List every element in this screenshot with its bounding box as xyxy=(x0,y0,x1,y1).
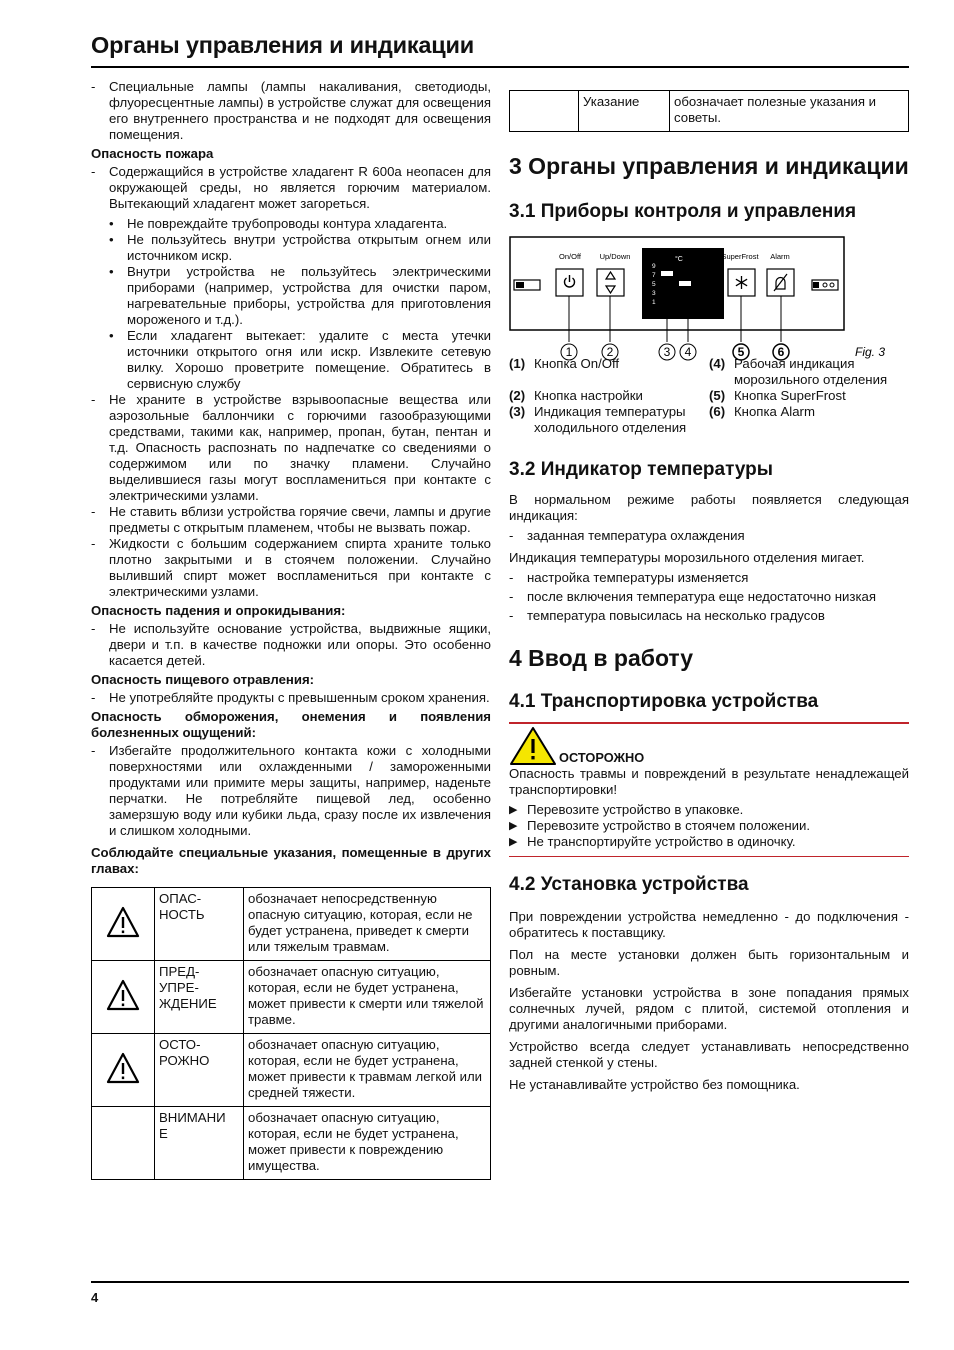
callout-number: 1 xyxy=(565,345,573,359)
warning-level-text: обозначает опасную ситуацию, которая, если не будет устранена, может привести к травмам легкой или средней тяжести. xyxy=(244,1034,491,1107)
figure-legend xyxy=(509,356,909,436)
figure-label: Fig. 3 xyxy=(854,345,885,359)
warning-level-text: обозначает непосредственную опасную ситуацию, которая, если не будет устранена, приведет к смерти или тяжелым травмам. xyxy=(244,888,491,961)
fire-bullet: • Не повреждайте трубопроводы контура хладагента. xyxy=(91,216,491,232)
table-row xyxy=(510,91,909,132)
food-note: - Не употребляйте продукты с превышенным сроком хранения. xyxy=(91,690,491,706)
section-3-2-title: 3.2 Индикатор температуры xyxy=(509,459,774,480)
install-paragraph: Пол на месте установки должен быть горизонтальным и ровным. xyxy=(509,947,909,978)
page-title: Органы управления и индикации xyxy=(91,32,475,58)
fall-note: - Не используйте основание устройства, выдвижные ящики, двери и т.п. в качестве подножки или опоры. Это особенно касается детей. xyxy=(91,621,491,669)
warning-level-label: ВНИМАНИ Е xyxy=(155,1107,244,1180)
callout-number: 2 xyxy=(606,345,614,359)
note-table xyxy=(509,90,909,132)
install-paragraph: Избегайте установки устройства в зоне попадания прямых солнечных лучей, рядом с плитой, системой отопления и другими аналогичными приборами. xyxy=(509,985,909,1032)
install-paragraph: Не устанавливайте устройство без помощника. xyxy=(509,1077,800,1092)
caution-item: ▶ Перевозите устройство в стоячем положении. xyxy=(509,818,909,834)
updown-label: Up/Down xyxy=(599,252,631,261)
fire-danger-heading: Опасность пожара xyxy=(91,146,214,161)
legend-item: (5) Кнопка SuperFrost xyxy=(709,388,846,403)
table-row xyxy=(92,1107,491,1180)
caution-top-rule xyxy=(509,722,909,724)
warning-level-label: ПРЕД- УПРЕ- ЖДЕНИЕ xyxy=(155,961,244,1034)
fire-bullet: • Внутри устройства не пользуйтесь электрическими приборами (например, устройства для очистки паром, нагревательные приборы, устройства для приготовления мороженого и т.д.). xyxy=(91,264,491,328)
onoff-label: On/Off xyxy=(559,252,581,261)
food-danger-heading: Опасность пищевого отравления: xyxy=(91,672,315,687)
caution-item: ▶ Не транспортируйте устройство в одиночку. xyxy=(509,834,909,850)
temp-dash: - температура повысилась на несколько градусов xyxy=(509,608,909,624)
scale-tick-label: 7 xyxy=(652,272,656,279)
callout-number: 6 xyxy=(777,345,785,359)
caution-item: ▶ Перевозите устройство в упаковке. xyxy=(509,802,909,818)
fridge-temp-segment xyxy=(661,271,673,276)
display-scale xyxy=(652,263,656,306)
section-4-1-title: 4.1 Транспортировка устройства xyxy=(509,691,819,712)
scale-tick-label: 3 xyxy=(652,290,656,297)
refrigerant-note: - Содержащийся в устройстве хладагент R 600a неопасен для окружающей среды, но является горючим материалом. Вытекающий хладагент может загореться. xyxy=(91,164,491,212)
caution-heading: ОСТОРОЖНО xyxy=(559,749,645,765)
temp-dash: - настройка температуры изменяется xyxy=(509,570,909,586)
empty-icon-cell xyxy=(92,1107,155,1180)
superfrost-label: SuperFrost xyxy=(721,252,759,261)
legend-item: (2) Кнопка настройки xyxy=(509,388,643,403)
caution-bottom-rule xyxy=(509,856,909,858)
header-rule xyxy=(91,66,909,68)
scale-tick-label: 9 xyxy=(652,263,656,270)
special-notes-heading: Соблюдайте специальные указания, помещенные в других главах: xyxy=(91,845,491,876)
empty-icon-cell xyxy=(510,91,579,132)
install-paragraph: Устройство всегда следует устанавливать непосредственно задней стенкой у стены. xyxy=(509,1039,909,1070)
fire-bullet: • Если хладагент вытекает: удалите с места утечки источники открытого огня или искр. Извлеките сетевую вилку. Хорошо проветрите помещение. Обратитесь в сервисную службу xyxy=(91,328,491,392)
fall-danger-heading: Опасность падения и опрокидывания: xyxy=(91,603,346,618)
warning-level-text: обозначает опасную ситуацию, которая, если не будет устранена, может привести к смерти или тяжелой травме. xyxy=(244,961,491,1034)
lamps-note: - Специальные лампы (лампы накаливания, светодиоды, флуоресцентные лампы) в устройстве служат для освещения его внутреннего пространства и не подходят для освещения помещения. xyxy=(91,79,491,143)
temp-blink-note: Индикация температуры морозильного отделения мигает. xyxy=(509,550,865,565)
warning-level-text: обозначает опасную ситуацию, которая, если не будет устранена, может привести к повреждению имущества. xyxy=(244,1107,491,1180)
page-number: 4 xyxy=(91,1290,99,1305)
note-label: Указание xyxy=(579,91,670,132)
caution-header xyxy=(509,726,909,766)
section-4-title: 4 Ввод в работу xyxy=(509,645,694,671)
table-row xyxy=(92,1034,491,1107)
install-paragraph: При повреждении устройства немедленно - до подключения - обратитесь к поставщику. xyxy=(509,909,909,940)
celsius-label: °C xyxy=(675,256,683,263)
alarm-label: Alarm xyxy=(770,252,790,261)
note-text: обозначает полезные указания и советы. xyxy=(670,91,909,132)
alcohol-note: - Жидкости с большим содержанием спирта храните только плотно закрытыми и в стоячем положении. Случайно выливший спирт может воспламениться при контакте с электрическими узлами. xyxy=(91,536,491,600)
candles-note: - Не ставить вблизи устройства горячие свечи, лампы и другие предметы с открытым пламенем, чтобы не вызвать пожар. xyxy=(91,504,491,536)
control-panel-figure xyxy=(509,236,909,364)
temp-dash: - после включения температура еще недостаточно низкая xyxy=(509,589,909,605)
legend-item: (6) Кнопка Alarm xyxy=(709,404,815,419)
temp-dash: - заданная температура охлаждения xyxy=(509,528,909,544)
scale-tick-label: 1 xyxy=(652,299,656,306)
temp-intro: В нормальном режиме работы появляется следующая индикация: xyxy=(509,492,909,523)
right-column xyxy=(509,90,909,1099)
callout-number: 3 xyxy=(663,345,671,359)
callout-number: 4 xyxy=(684,345,692,359)
legend-item: (4) Рабочая индикация морозильного отделения xyxy=(709,356,888,387)
install-text xyxy=(509,909,909,1093)
table-row xyxy=(92,888,491,961)
scale-tick-label: 5 xyxy=(652,281,656,288)
table-row xyxy=(92,961,491,1034)
fire-bullet: • Не пользуйтесь внутри устройства открытым огнем или источником искр. xyxy=(91,232,491,264)
legend-item: (3) Индикация температуры холодильного отделения xyxy=(509,404,687,435)
callout-number: 5 xyxy=(737,345,745,359)
caution-triangle-icon xyxy=(509,726,557,766)
explosive-note: - Не храните в устройстве взрывоопасные вещества или аэрозольные баллончики с горючими газообразующими средствами, такими как, например, пропан, бутан, пентан и т.д. Опасность распознать по надпечатке со сведениями о содержимом или по значку пламени. Случайно выделившиеся газы могут воспламениться при контакте с электрическими узлами. xyxy=(91,392,491,504)
onoff-button[interactable] xyxy=(556,269,583,296)
warning-level-label: ОПАС- НОСТЬ xyxy=(155,888,244,961)
section-4-2-title: 4.2 Установка устройства xyxy=(509,874,749,895)
section-3-title: 3 Органы управления и индикации xyxy=(509,153,909,179)
warning-levels-table xyxy=(91,887,491,1180)
warning-level-label: ОСТО- РОЖНО xyxy=(155,1034,244,1107)
frostbite-note: - Избегайте продолжительного контакта кожи с холодными поверхностями или охлажденными / замороженными продуктами или примите меры защиты, например, наденьте перчатки. Не потребляйте пищевой лед, особенно замерзшую воду или кубики льда, сразу после их извлечения и слишком холодными. xyxy=(91,743,491,839)
frostbite-heading: Опасность обморожения, онемения и появления болезненных ощущений: xyxy=(91,709,491,740)
warning-triangle-icon xyxy=(92,961,155,1034)
caution-text: Опасность травмы и повреждений в результате ненадлежащей транспортировки! xyxy=(509,765,909,797)
left-column xyxy=(91,79,491,1180)
warning-triangle-icon xyxy=(92,1034,155,1107)
section-3-1-title: 3.1 Приборы контроля и управления xyxy=(509,201,857,222)
freezer-status-segment xyxy=(679,281,691,286)
warning-triangle-icon xyxy=(92,888,155,961)
footer-rule xyxy=(91,1281,909,1283)
legend-item: (1) Кнопка On/Off xyxy=(509,356,620,371)
